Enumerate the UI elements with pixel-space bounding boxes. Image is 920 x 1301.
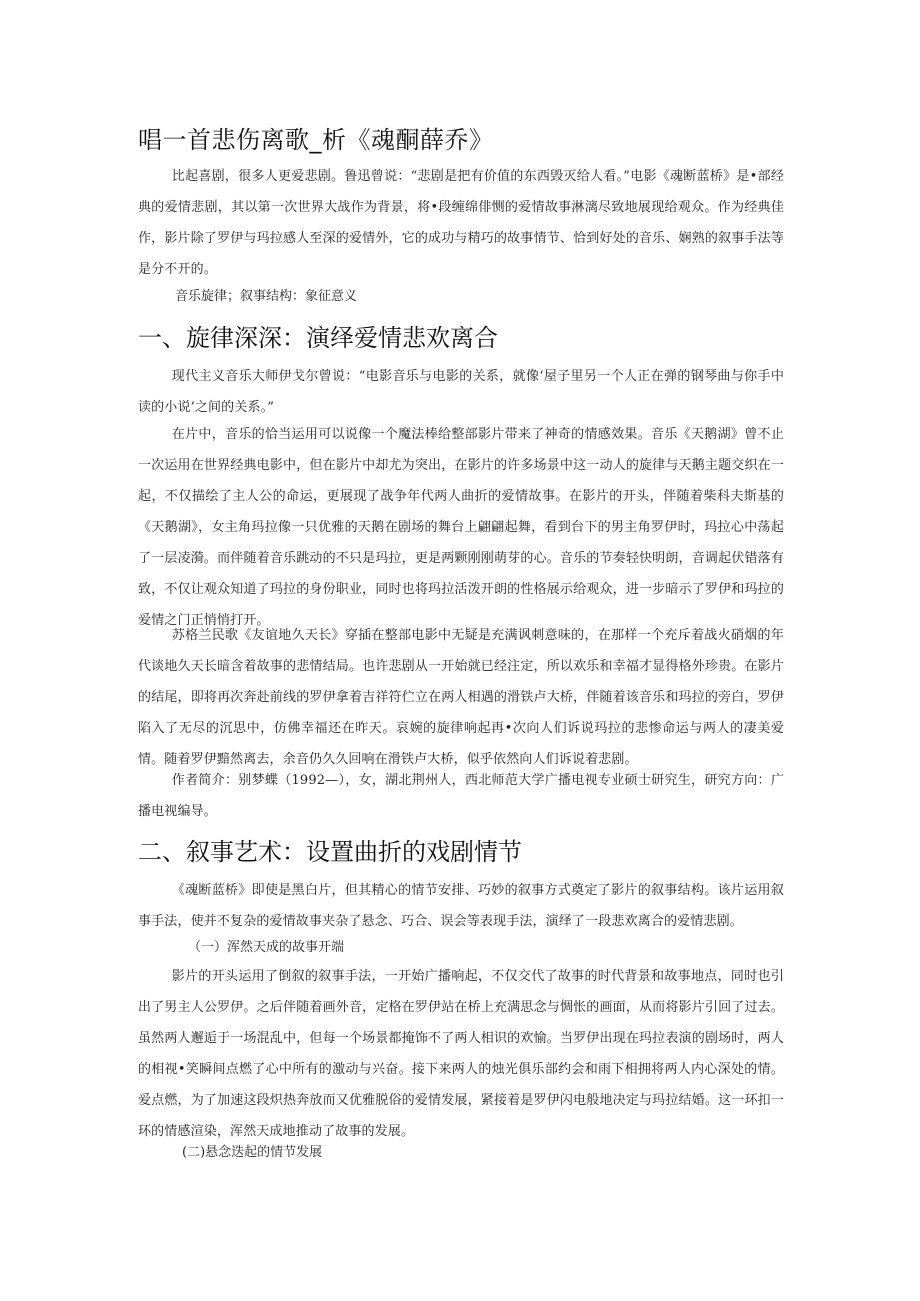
section-1-paragraph-2: 在片中，音乐的恰当运用可以说像一个魔法棒给整部影片带来了神奇的情感效果。音乐《天鹅湖》曾不止一次运用在世界经典电影中，但在影片中却尤为突出，在影片的许多场景中这一动人的旋律与天鹅主题交织在一起，不仅描绘了主人公的命运，更展现了战争年代两人曲折的爱情故事。在影片的开头，伴随着柴科夫斯基的《天鹅湖》，女主角玛拉像一只优雅的天鹅在剧场的舞台上翩翩起舞，看到台下的男主角罗伊时，玛拉心中荡起了一层凌漪。而伴随着音乐跳动的不只是玛拉，更是两颗刚刚萌芽的心。音乐的节奏轻快明朗，音调起伏错落有致，不仅让观众知道了玛拉的身份职业，同时也将玛拉活泼开朗的性格展示给观众，进一步暗示了罗伊和玛拉的爱情之门正悄悄打开。 [138, 427, 784, 628]
subsection-2-heading: (二)悬念迭起的情节发展 [182, 1145, 323, 1160]
section-2-paragraph-1: 《魂断蓝桥》即使是黑白片，但其精心的情节安排、巧妙的叙事方式奠定了影片的叙事结构。该片运用叙事手法，使并不复杂的爱情故事夹杂了悬念、巧合、误会等表现手法，演绎了一段悲欢离合的爱情悲剧。 [138, 883, 784, 929]
subsection-1-heading: （一）浑然天成的故事开端 [188, 940, 345, 955]
author-bio: 作者简介：别梦蝶（1992—），女，湖北荆州人，西北师范大学广播电视专业硕士研究生，研究方向：广播电视编导。 [138, 773, 784, 819]
section-2-paragraph-2: 影片的开头运用了倒叙的叙事手法，一开始广播响起，不仅交代了故事的时代背景和故事地点，同时也引出了男主人公罗伊。之后伴随着画外音，定格在罗伊站在桥上充满思念与惆怅的画面，从而将影片引回了过去。虽然两人邂逅于一场混乱中，但每一个场景都掩饰不了两人相识的欢愉。当罗伊出现在玛拉表演的剧场时，两人的相视•笑瞬间点燃了心中所有的激动与兴奋。接下来两人的烛光俱乐部约会和雨下相拥将两人内心深处的情。爱点燃，为了加速这段炽热奔放而又优雅脱俗的爱情发展，紧接着是罗伊闪电般地决定与玛拉结婚。这一环扣一环的情感渲染，浑然天成地推动了故事的发展。 [138, 969, 784, 1139]
section-1-paragraph-3: 苏格兰民歌《友谊地久天长》穿插在整部电影中无疑是充满讽刺意味的，在那样一个充斥着战火硝烟的年代谈地久天长暗含着故事的悲情结局。也许悲剧从一开始就已经注定，所以欢乐和幸福才显得格外珍贵。在影片的结尾，即将再次奔赴前线的罗伊拿着吉祥符伫立在两人相遇的滑铁卢大桥，伴随着该音乐和玛拉的旁白，罗伊陷入了无尽的沉思中，仿佛幸福还在昨天。哀婉的旋律响起再•次向人们诉说玛拉的悲惨命运与两人的凄美爱情。随着罗伊黯然离去，余音仍久久回响在滑铁卢大桥，似乎依然向人们诉说着悲剧。 [138, 628, 784, 767]
keywords: 音乐旋律；叙事结构：象征意义 [175, 289, 358, 304]
section-1-heading: 一、旋律深深：演绎爱情悲欢离合 [138, 324, 498, 352]
section-1-paragraph-1: 现代主义音乐大师伊戈尔曾说：“电影音乐与电影的关系，就像‘屋子里另一个人正在弹的钢琴曲与你手中读的小说’之间的关系。” [138, 369, 784, 415]
document-title: 唱一首悲伤离歌_析《魂酮薛乔》 [138, 126, 494, 154]
intro-paragraph: 比起喜剧，很多人更爱悲剧。鲁迅曾说：“悲剧是把有价值的东西毁灭给人看。”电影《魂断蓝桥》是•部经典的爱情悲剧，其以第一次世界大战作为背景，将•段缠绵俳恻的爱情故事淋漓尽致地展现给观众。作为经典佳作，影片除了罗伊与玛拉感人至深的爱情外，它的成功与精巧的故事情节、恰到好处的音乐、娴熟的叙事手法等是分不开的。 [138, 169, 784, 277]
section-2-heading: 二、叙事艺术：设置曲折的戏剧情节 [138, 838, 522, 866]
